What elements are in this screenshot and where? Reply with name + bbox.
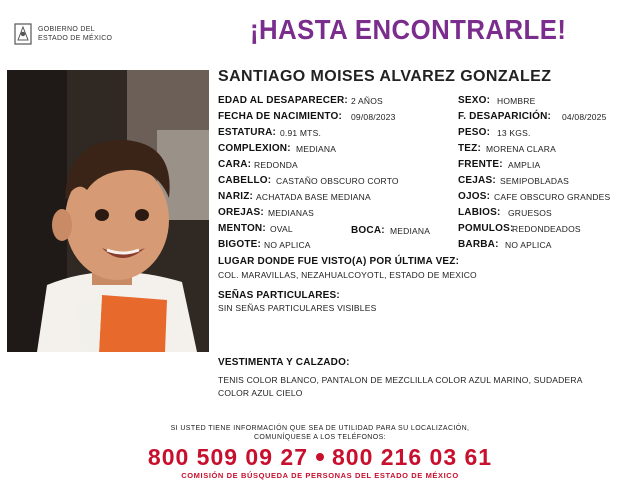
nose-label: NARIZ: xyxy=(218,191,254,202)
mustache-label: BIGOTE: xyxy=(218,239,262,250)
sex-value: HOMBRE xyxy=(497,96,536,106)
marks-label: SEÑAS PARTICULARES: xyxy=(218,290,340,301)
complexion-skin-value: MORENA CLARA xyxy=(486,144,556,154)
eyes-value: CAFE OBSCURO GRANDES xyxy=(494,192,611,202)
weight-label: PESO: xyxy=(458,127,491,138)
clothing-line1: TENIS COLOR BLANCO, PANTALON DE MEZCLILLA COLOR AZUL MARINO, SUDADERA xyxy=(218,375,583,385)
age-label: EDAD AL DESAPARECER: xyxy=(218,95,348,106)
height-value: 0.91 MTS. xyxy=(280,128,322,138)
government-logo xyxy=(12,20,122,50)
disappearance-date-value: 04/08/2025 xyxy=(562,112,607,122)
last-seen-value: COL. MARAVILLAS, NEZAHUALCOYOTL, ESTADO DE MEXICO xyxy=(218,270,477,280)
hair-value: CASTAÑO OBSCURO CORTO xyxy=(276,176,399,186)
ears-label: OREJAS: xyxy=(218,207,264,218)
gov-name-line2: ESTADO DE MÉXICO xyxy=(38,35,113,42)
lips-value: GRUESOS xyxy=(508,208,552,218)
birthdate-value: 09/08/2023 xyxy=(351,112,396,122)
lips-label: LABIOS: xyxy=(458,207,501,218)
complexion-skin-label: TEZ: xyxy=(458,143,482,154)
separator-dot-icon xyxy=(316,453,324,461)
mouth-value: MEDIANA xyxy=(390,226,431,236)
mustache-value: NO APLICA xyxy=(264,240,311,250)
face-value: REDONDA xyxy=(254,160,298,170)
last-seen-label: LUGAR DONDE FUE VISTO(A) POR ÚLTIMA VEZ: xyxy=(218,256,460,267)
build-value: MEDIANA xyxy=(296,144,337,154)
mouth-label: BOCA: xyxy=(351,225,385,236)
marks-value: SIN SEÑAS PARTICULARES VISIBLES xyxy=(218,303,377,313)
chin-label: MENTON: xyxy=(218,223,266,234)
forehead-value: AMPLIA xyxy=(508,160,541,170)
age-value: 2 AÑOS xyxy=(351,96,383,106)
phone-number-2[interactable]: 800 216 03 61 xyxy=(332,444,493,470)
clothing-label: VESTIMENTA Y CALZADO: xyxy=(218,357,350,368)
beard-label: BARBA: xyxy=(458,239,499,250)
eyebrows-value: SEMIPOBLADAS xyxy=(500,176,570,186)
sex-label: SEXO: xyxy=(458,95,491,106)
missing-person-photo xyxy=(7,70,209,352)
info-line2: COMUNÍQUESE A LOS TELÉFONOS: xyxy=(253,434,387,441)
phone-number-1[interactable]: 800 509 09 27 xyxy=(147,444,308,470)
child-photo-illustration xyxy=(7,70,209,352)
cheekbones-label: POMULOS: xyxy=(458,223,514,234)
disappearance-date-label: F. DESAPARICIÓN: xyxy=(458,111,552,122)
ears-value: MEDIANAS xyxy=(268,208,314,218)
chin-value: OVAL xyxy=(270,224,293,234)
height-label: ESTATURA: xyxy=(218,127,277,138)
info-line1: SI USTED TIENE INFORMACIÓN QUE SEA DE UTILIDAD PARA SU LOCALIZACIÓN, xyxy=(170,425,470,432)
state-emblem-icon xyxy=(12,22,34,46)
phone-numbers xyxy=(0,444,640,471)
birthdate-label: FECHA DE NACIMIENTO: xyxy=(218,111,342,122)
clothing-line2: COLOR AZUL CIELO xyxy=(218,388,303,398)
person-name: SANTIAGO MOISES ALVAREZ GONZALEZ xyxy=(218,68,552,85)
weight-value: 13 KGS. xyxy=(497,128,531,138)
face-label: CARA: xyxy=(218,159,252,170)
eyebrows-label: CEJAS: xyxy=(458,175,496,186)
headline: ¡HASTA ENCONTRARLE! xyxy=(250,14,567,45)
build-label: COMPLEXION: xyxy=(218,143,291,154)
eyes-label: OJOS: xyxy=(458,191,491,202)
gov-name-line1: GOBIERNO DEL xyxy=(38,26,95,33)
hair-label: CABELLO: xyxy=(218,175,272,186)
commission-name: COMISIÓN DE BÚSQUEDA DE PERSONAS DEL ESTADO DE MÉXICO xyxy=(181,471,459,480)
nose-value: ACHATADA BASE MEDIANA xyxy=(256,192,371,202)
beard-value: NO APLICA xyxy=(505,240,552,250)
cheekbones-value: REDONDEADOS xyxy=(512,224,581,234)
forehead-label: FRENTE: xyxy=(458,159,503,170)
